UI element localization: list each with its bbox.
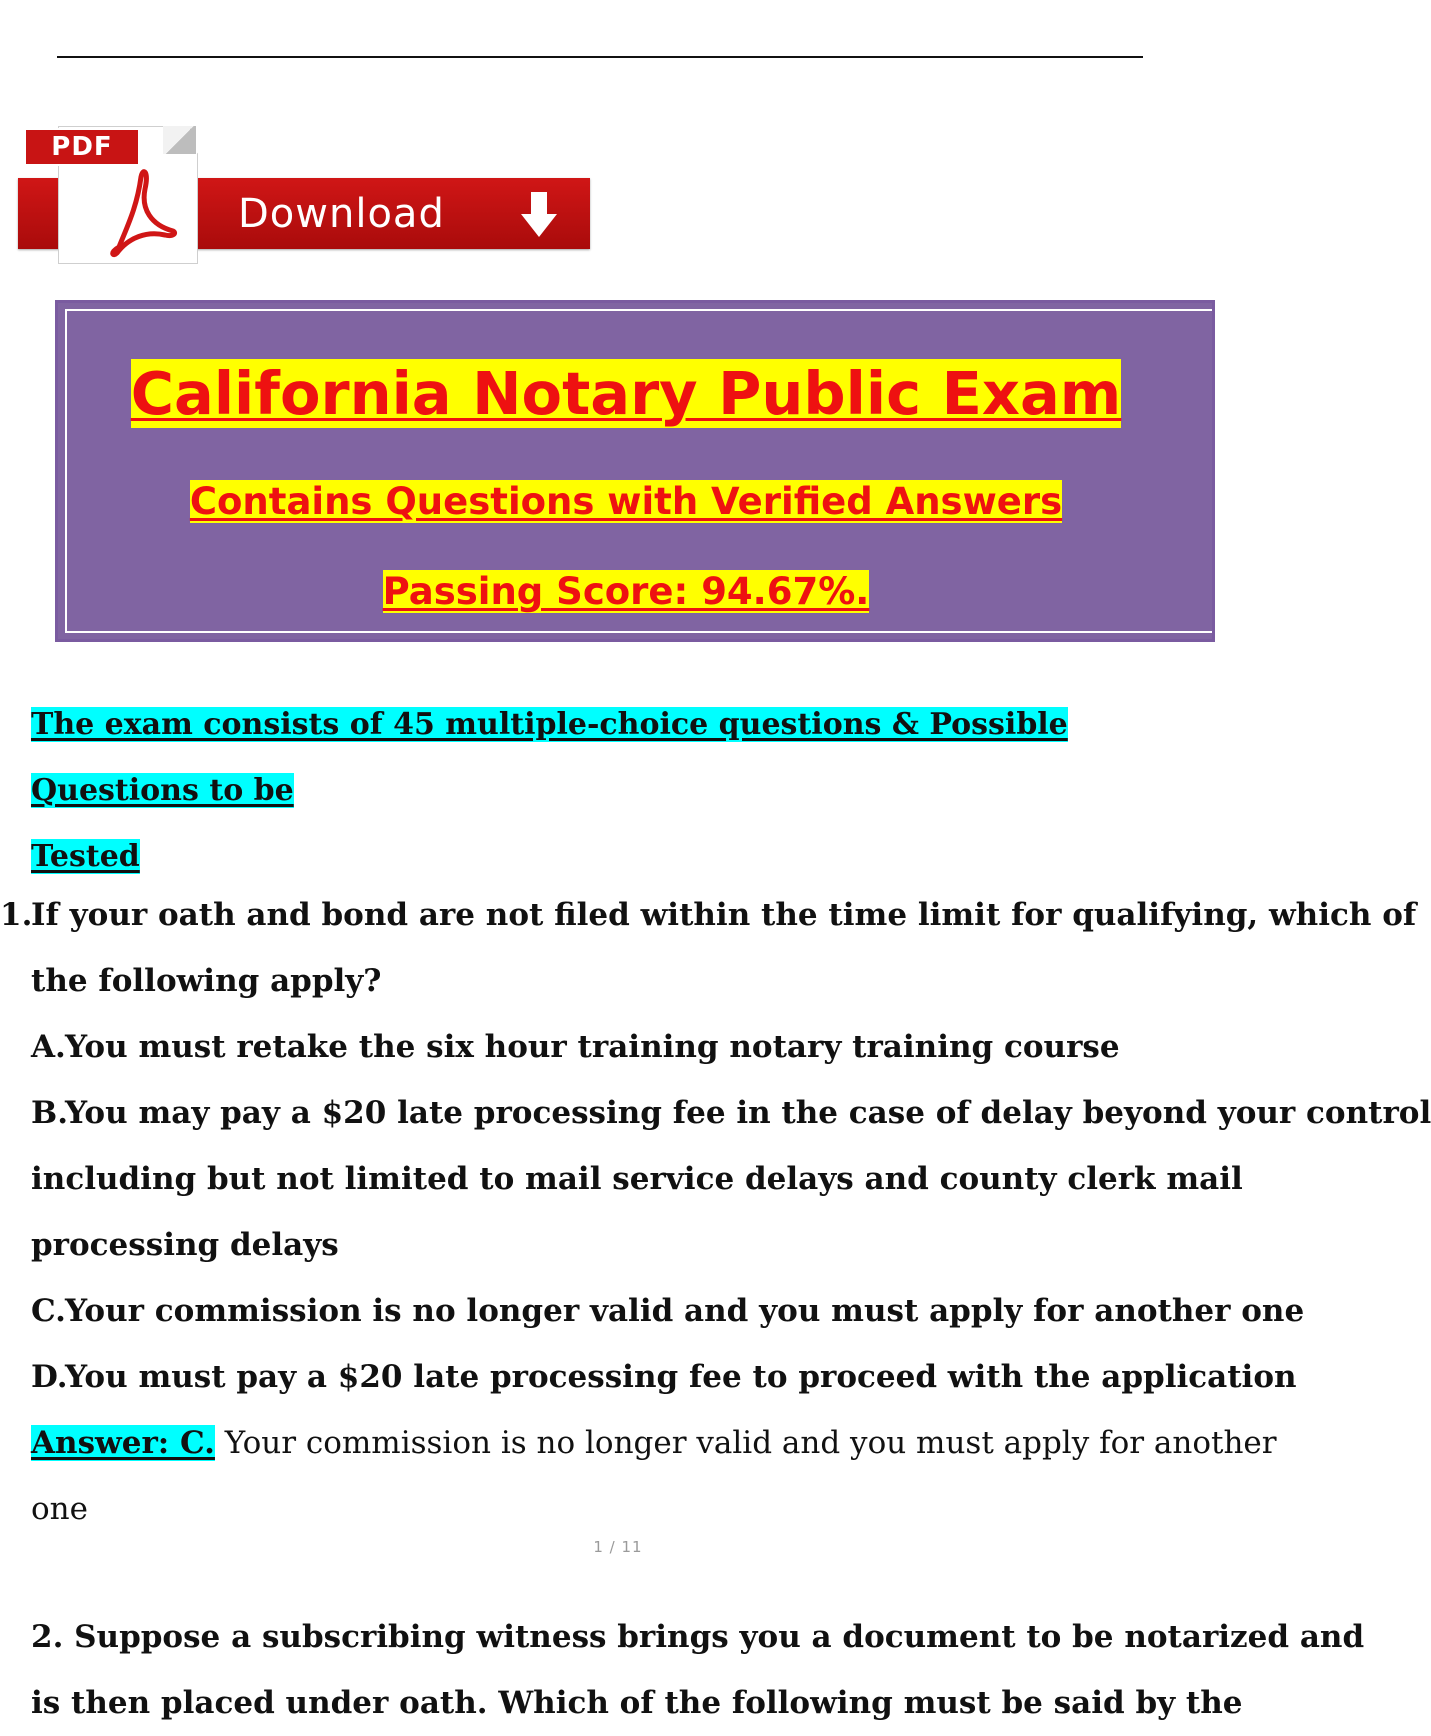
option-letter: A. [31,1029,66,1065]
page-fold [163,126,196,154]
question-text-line: is then placed under oath. Which of the following must be said by the [31,1685,1243,1721]
option-text: Your commission is no longer valid and you must apply for another one [65,1293,1305,1329]
option-b [0,1080,1431,1146]
passing-score: Passing Score: 94.67%. [382,570,870,613]
title-box [55,300,1215,642]
option-b-continued: including but not limited to mail service delays and county clerk mail [31,1161,1243,1197]
intro-line-1: The exam consists of 45 multiple-choice questions & Possible Questions to be [31,707,1068,808]
answer-text: Your commission is no longer valid and you must apply for another [214,1425,1277,1461]
subtitle-line [58,475,1194,529]
question-1 [0,882,1431,1542]
question-number: 1. [0,897,33,933]
question-text-line: the following apply? [31,963,382,999]
download-label[interactable]: Download [238,191,445,237]
option-a [0,1014,1200,1080]
top-rule [57,56,1143,58]
answer-line [0,1410,1277,1476]
question-text: If your oath and bond are not filed within the time limit for qualifying, which of [31,897,1417,933]
answer-text-continued: one [31,1491,88,1527]
option-c [0,1278,1305,1344]
question-text-line: 2. Suppose a subscribing witness brings you a document to be notarized and [31,1619,1365,1655]
option-text: You must pay a $20 late processing fee to proceed with the application [65,1359,1297,1395]
page-title-line [58,351,1194,437]
page-indicator: 1 / 11 [593,1538,643,1556]
pdf-download-banner[interactable] [18,124,590,264]
option-letter: D. [31,1359,68,1395]
answer-label: Answer: C. [31,1425,215,1461]
question-text-line [0,882,1417,948]
option-text: You may pay a $20 late processing fee in the case of delay beyond your control [65,1095,1431,1131]
subtitle: Contains Questions with Verified Answers [189,480,1063,523]
option-b-continued: processing delays [31,1227,339,1263]
pdf-tag: PDF [24,128,140,166]
option-text: You must retake the six hour training notary training course [65,1029,1120,1065]
download-arrow-icon[interactable] [518,190,560,240]
intro-paragraph [31,692,1181,890]
intro-line-2: Tested [31,839,140,874]
option-d [0,1344,1297,1410]
option-letter: B. [31,1095,68,1131]
option-letter: C. [31,1293,66,1329]
page-title: California Notary Public Exam [130,359,1122,428]
acrobat-icon [107,167,177,257]
passing-score-line [58,565,1194,619]
question-2 [0,1604,1365,1736]
